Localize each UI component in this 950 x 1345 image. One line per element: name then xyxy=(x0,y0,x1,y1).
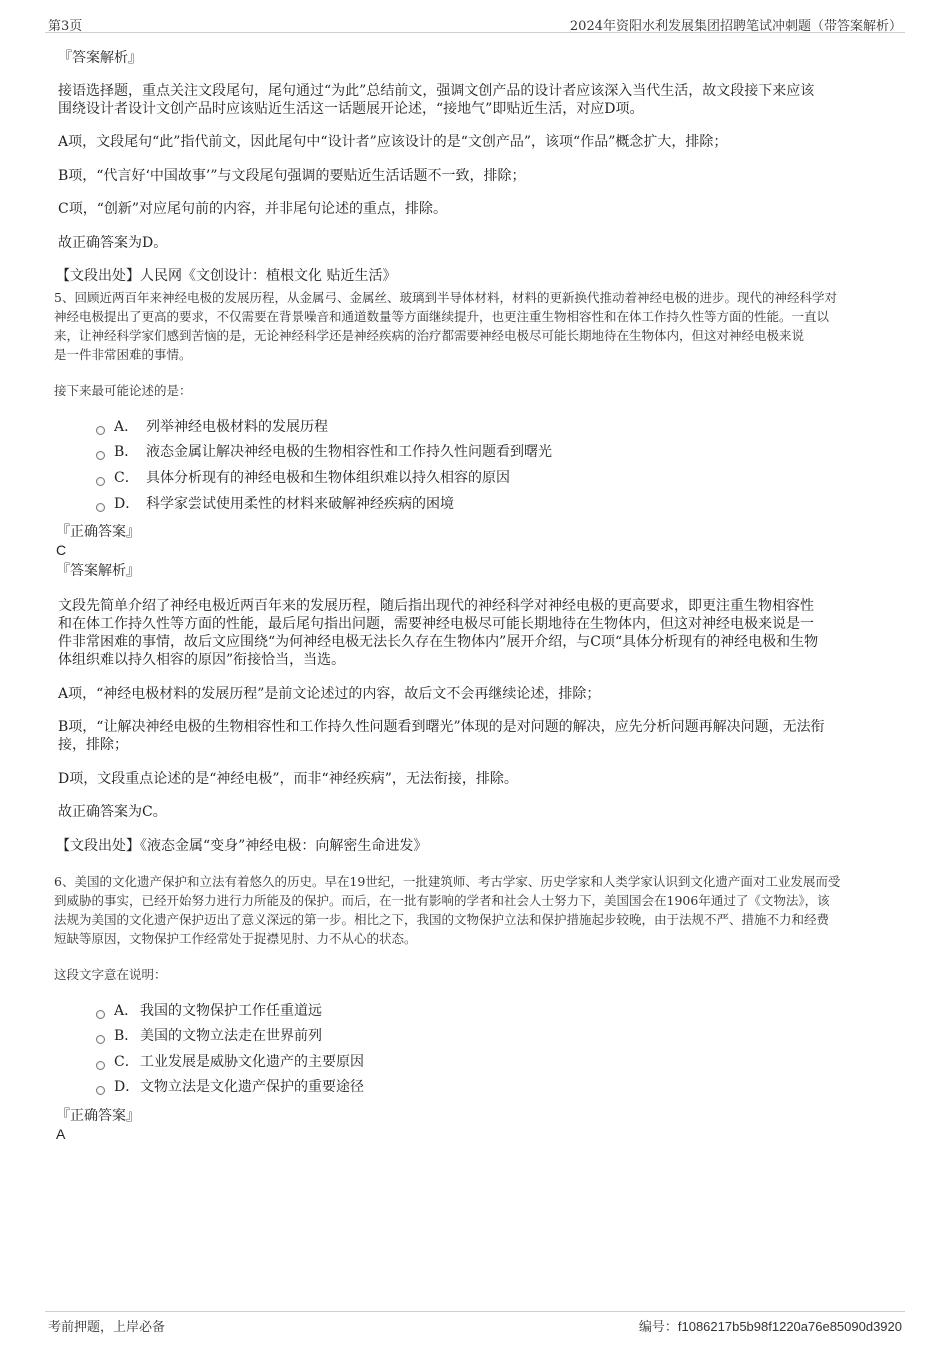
q5-option-d-key: D． xyxy=(114,496,140,512)
q5-analysis-line4: 体组织难以持久相容的原因”衔接恰当，当选。 xyxy=(58,652,346,668)
q5-option-d-text: 科学家尝试使用柔性的材料来破解神经疾病的困境 xyxy=(146,496,454,512)
q5-option-b-key: B． xyxy=(114,444,139,460)
page-number: 第3页 xyxy=(48,19,83,34)
q5-source: 【文段出处】《液态金属“变身”神经电极：向解密生命进发》 xyxy=(56,838,428,854)
q5-analysis-option-b-line1: B项，“让解决神经电极的生物相容性和工作持久性问题看到曙光”体现的是对问题的解决，应先分析问题再解决问题，无法衔 xyxy=(58,719,825,735)
document-code: 编号：f1086217b5b98f1220a76e85090d3920 xyxy=(638,1319,902,1334)
q6-option-a-text: 我国的文物保护工作任重道远 xyxy=(140,1003,322,1019)
q6-option-b-radio[interactable] xyxy=(96,1035,105,1044)
q6-option-d-key: D． xyxy=(114,1079,140,1095)
q5-option-c-radio[interactable] xyxy=(96,477,105,486)
q5-option-a-radio[interactable] xyxy=(96,426,105,435)
q6-option-b-text: 美国的文物立法走在世界前列 xyxy=(140,1028,322,1044)
q6-option-d-radio[interactable] xyxy=(96,1086,105,1095)
q4-analysis-option-b: B项，“代言好‘中国故事’”与文段尾句强调的要贴近生活话题不一致，排除； xyxy=(58,168,526,184)
q5-stem-line2: 神经电极提出了更高的要求，不仅需要在背景噪音和通道数量等方面继续提升，也更注重生物相容性和在体工作持久性等方面的性能。一直以 xyxy=(54,309,830,324)
q5-option-b-radio[interactable] xyxy=(96,451,105,460)
q5-analysis-line2: 和在体工作持久性等方面的性能，最后尾句指出问题，需要神经电极尽可能长期地待在生物体内，但这对神经电极来说是一 xyxy=(58,616,814,632)
q4-analysis-option-c: C项，“创新”对应尾句前的内容，并非尾句论述的重点，排除。 xyxy=(58,201,448,217)
q6-option-a-radio[interactable] xyxy=(96,1010,105,1019)
q4-analysis-option-a: A项，文段尾句“此”指代前文，因此尾句中“设计者”应该设计的是“文创产品”，该项“作品”概念扩大，排除； xyxy=(58,134,728,150)
q4-analysis-paragraph-line1: 接语选择题，重点关注文段尾句，尾句通过“为此”总结前文，强调文创产品的设计者应该深入当代生活，故文段接下来应该 xyxy=(58,83,815,99)
q4-source: 【文段出处】人民网《文创设计：植根文化 贴近生活》 xyxy=(56,268,397,284)
page-header xyxy=(45,12,905,33)
q5-option-a-text: 列举神经电极材料的发展历程 xyxy=(146,419,328,435)
q6-option-c-radio[interactable] xyxy=(96,1061,105,1070)
q5-option-a-key: A． xyxy=(114,419,139,435)
q5-option-c-key: C． xyxy=(114,470,139,486)
q5-analysis-option-a: A项，“神经电极材料的发展历程”是前文论述过的内容，故后文不会再继续论述，排除； xyxy=(58,686,601,702)
q5-stem-line4: 是一件非常困难的事情。 xyxy=(54,347,192,362)
q6-answer: A xyxy=(56,1126,66,1142)
q5-option-b-text: 液态金属让解决神经电极的生物相容性和工作持久性问题看到曙光 xyxy=(146,444,552,460)
q5-question: 接下来最可能论述的是： xyxy=(54,383,192,398)
q5-analysis-option-d: D项，文段重点论述的是“神经电极”，而非“神经疾病”，无法衔接，排除。 xyxy=(58,771,518,787)
q4-analysis-paragraph-line2: 围绕设计者设计文创产品时应该贴近生活这一话题展开论述，“接地气”即贴近生活，对应D项。 xyxy=(58,101,644,117)
q4-analysis-label: 『答案解析』 xyxy=(58,50,142,66)
q6-option-b-key: B． xyxy=(114,1028,139,1044)
q6-option-c-text: 工业发展是威胁文化遗产的主要原因 xyxy=(140,1054,364,1070)
q5-conclusion: 故正确答案为C。 xyxy=(58,804,167,820)
q6-stem-line1: 6、美国的文化遗产保护和立法有着悠久的历史。早在19世纪，一批建筑师、考古学家、历史学家和人类学家认识到文化遗产面对工业发展而受 xyxy=(54,874,841,889)
q5-option-c-text: 具体分析现有的神经电极和生物体组织难以持久相容的原因 xyxy=(146,470,510,486)
q5-analysis-label: 『答案解析』 xyxy=(56,563,140,579)
page-footer xyxy=(45,1311,905,1336)
q6-stem-line3: 法规为美国的文化遗产保护迈出了意义深远的第一步。相比之下，我国的文物保护立法和保护措施起步较晚，由于法规不严、措施不力和经费 xyxy=(54,912,830,927)
q5-answer-label: 『正确答案』 xyxy=(56,524,140,540)
document-title: 2024年资阳水利发展集团招聘笔试冲刺题（带答案解析） xyxy=(569,19,902,34)
q5-analysis-option-b-line2: 接，排除； xyxy=(58,737,128,753)
q5-stem-line3: 来，让神经科学家们感到苦恼的是，无论神经科学还是神经疾病的治疗都需要神经电极尽可能长期地待在生物体内，但这对神经电极来说 xyxy=(54,328,805,343)
q5-answer: C xyxy=(56,542,67,558)
q6-stem-line4: 短缺等原因，文物保护工作经常处于捉襟见肘、力不从心的状态。 xyxy=(54,931,417,946)
q6-option-d-text: 文物立法是文化遗产保护的重要途径 xyxy=(140,1079,364,1095)
q5-stem-line1: 5、回顾近两百年来神经电极的发展历程，从金属弓、金属丝、玻璃到半导体材料，材料的更新换代推动着神经电极的进步。现代的神经科学对 xyxy=(54,290,837,305)
q5-analysis-line3: 件非常困难的事情，故后文应围绕“为何神经电极无法长久存在生物体内”展开介绍，与C项“具体分析现有的神经电极和生物 xyxy=(58,634,819,650)
q5-analysis-line1: 文段先简单介绍了神经电极近两百年来的发展历程，随后指出现代的神经科学对神经电极的更高要求，即更注重生物相容性 xyxy=(58,598,814,614)
footer-slogan: 考前押题，上岸必备 xyxy=(48,1320,166,1335)
q6-option-c-key: C． xyxy=(114,1054,139,1070)
q6-option-a-key: A． xyxy=(114,1003,139,1019)
q5-option-d-radio[interactable] xyxy=(96,503,105,512)
q4-conclusion: 故正确答案为D。 xyxy=(58,235,168,251)
q6-question: 这段文字意在说明： xyxy=(54,967,167,982)
q6-stem-line2: 到威胁的事实，已经开始努力进行力所能及的保护。而后，在一批有影响的学者和社会人士努力下，美国国会在1906年通过了《文物法》，该 xyxy=(54,893,830,908)
q6-answer-label: 『正确答案』 xyxy=(56,1108,140,1124)
